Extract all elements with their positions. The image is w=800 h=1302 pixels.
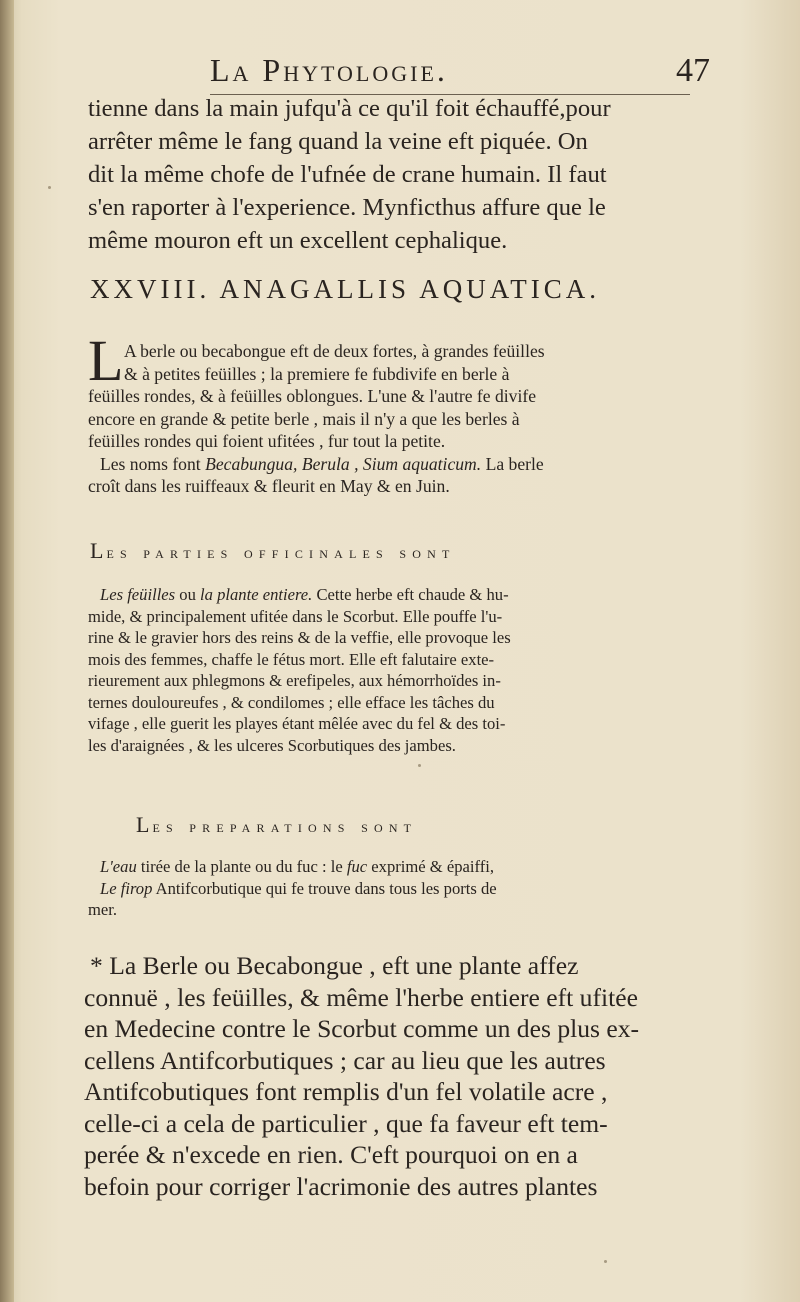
paper-speck xyxy=(418,764,421,767)
prep-line xyxy=(88,856,700,878)
text-line: Antifcobutiques font remplis d'un fel volatile acre , xyxy=(84,1077,608,1106)
text-line: mois des femmes, chaffe le fétus mort. Elle eft falutaire exte- xyxy=(88,649,495,669)
text-line: dit la même chofe de l'ufnée de crane humain. Il faut xyxy=(88,161,607,188)
names-prefix: Les noms font xyxy=(100,453,206,474)
page-header xyxy=(190,52,710,96)
text-line: ternes douloureufes , & condilomes ; elle efface les tâches du xyxy=(88,692,495,712)
text-line: mide, & principalement ufitée dans le Scorbut. Elle pouffe l'u- xyxy=(88,606,503,626)
text-line: en Medecine contre le Scorbut comme un des plus ex- xyxy=(84,1014,640,1043)
text-line: befoin pour corriger l'acrimonie des autres plantes xyxy=(84,1171,598,1201)
text-line: * La Berle ou Becabongue , eft une plante affez xyxy=(90,951,579,980)
latin-names: Becabungua, Berula , Sium aquaticum. xyxy=(205,453,482,474)
text-line: A berle ou becabongue eft de deux fortes, à grandes feüilles xyxy=(124,341,545,361)
commentary-paragraph xyxy=(84,950,696,1202)
preparations-paragraph xyxy=(88,856,700,921)
page-number: 47 xyxy=(676,52,710,89)
prep-text: Antifcorbutique qui fe trouve dans tous les ports de xyxy=(152,878,497,898)
lead-rest: Cette herbe eft chaude & hu- xyxy=(312,585,509,604)
prep-text: tirée de la plante ou du fuc : le xyxy=(136,857,347,876)
text-line: feüilles rondes qui foient ufitées , fur tout la petite. xyxy=(88,431,446,451)
running-title: La Phytologie. xyxy=(210,52,448,88)
subhead-preparations xyxy=(136,812,417,838)
prep-text: exprimé & épaiffi, xyxy=(367,857,495,876)
text-line: même mouron eft un excellent cephalique. xyxy=(88,227,508,254)
names-line xyxy=(88,453,700,476)
description-paragraph xyxy=(88,340,700,498)
text-line: rieurement aux phlegmons & erefipeles, aux hémorrhoïdes in- xyxy=(88,671,501,690)
names-suffix: La berle xyxy=(481,453,544,474)
section-title: XXVIII. ANAGALLIS AQUATICA. xyxy=(90,274,600,304)
text-line: celle-ci a cela de particulier , que fa faveur eft tem- xyxy=(84,1108,608,1138)
italic-term: L'eau xyxy=(100,857,137,876)
text-line: tienne dans la main jufqu'à ce qu'il foit échauffé,pour xyxy=(88,95,611,122)
text-line: vifage , elle guerit les playes étant mêlée avec du fel & des toi- xyxy=(88,714,506,733)
paper-speck xyxy=(48,186,51,189)
page-gutter-shadow xyxy=(0,0,14,1302)
paper-speck xyxy=(604,1260,607,1263)
italic-term: Le firop xyxy=(100,878,153,898)
text-line: croît dans les ruiffeaux & fleurit en May & en Juin. xyxy=(88,476,450,496)
text-line: perée & n'excede en rien. C'eft pourquoi on en a xyxy=(84,1140,578,1169)
text-line: rine & le gravier hors des reins & de la veffie, elle provoque les xyxy=(88,628,511,647)
text-line: les d'araignées , & les ulceres Scorbutiques des jambes. xyxy=(88,735,456,755)
text-line: encore en grande & petite berle , mais il n'y a que les berles à xyxy=(88,408,520,429)
prep-line xyxy=(88,878,700,900)
text-line: mer. xyxy=(88,900,118,919)
text-line: feüilles rondes, & à feüilles oblongues. L'une & l'autre fe divife xyxy=(88,386,537,406)
italic-term: Les feüilles xyxy=(100,585,176,604)
italic-term: fuc xyxy=(346,857,368,876)
officinal-parts-paragraph xyxy=(88,584,700,756)
subhead-text: es preparations sont xyxy=(152,817,418,836)
text-line: connuë , les feüilles, & même l'herbe entiere eft ufitée xyxy=(84,982,638,1012)
intro-paragraph xyxy=(88,92,700,257)
drop-cap: L xyxy=(88,328,124,393)
text-line: s'en raporter à l'experience. Mynficthus affure que le xyxy=(88,194,606,221)
text-line: arrêter même le fang quand la veine eft piquée. On xyxy=(88,128,588,155)
parts-lead-line xyxy=(88,584,700,606)
subhead-text: es parties officinales sont xyxy=(106,543,456,562)
subhead-officinal-parts xyxy=(90,538,455,564)
subhead-first-letter: L xyxy=(136,812,153,837)
text-line: & à petites feüilles ; la premiere fe fubdivife en berle à xyxy=(124,363,510,384)
text-line: cellens Antifcorbutiques ; car au lieu que les autres xyxy=(84,1045,606,1075)
italic-term: la plante entiere. xyxy=(200,585,313,604)
subhead-first-letter: L xyxy=(90,538,107,563)
connector-text: ou xyxy=(175,585,201,604)
